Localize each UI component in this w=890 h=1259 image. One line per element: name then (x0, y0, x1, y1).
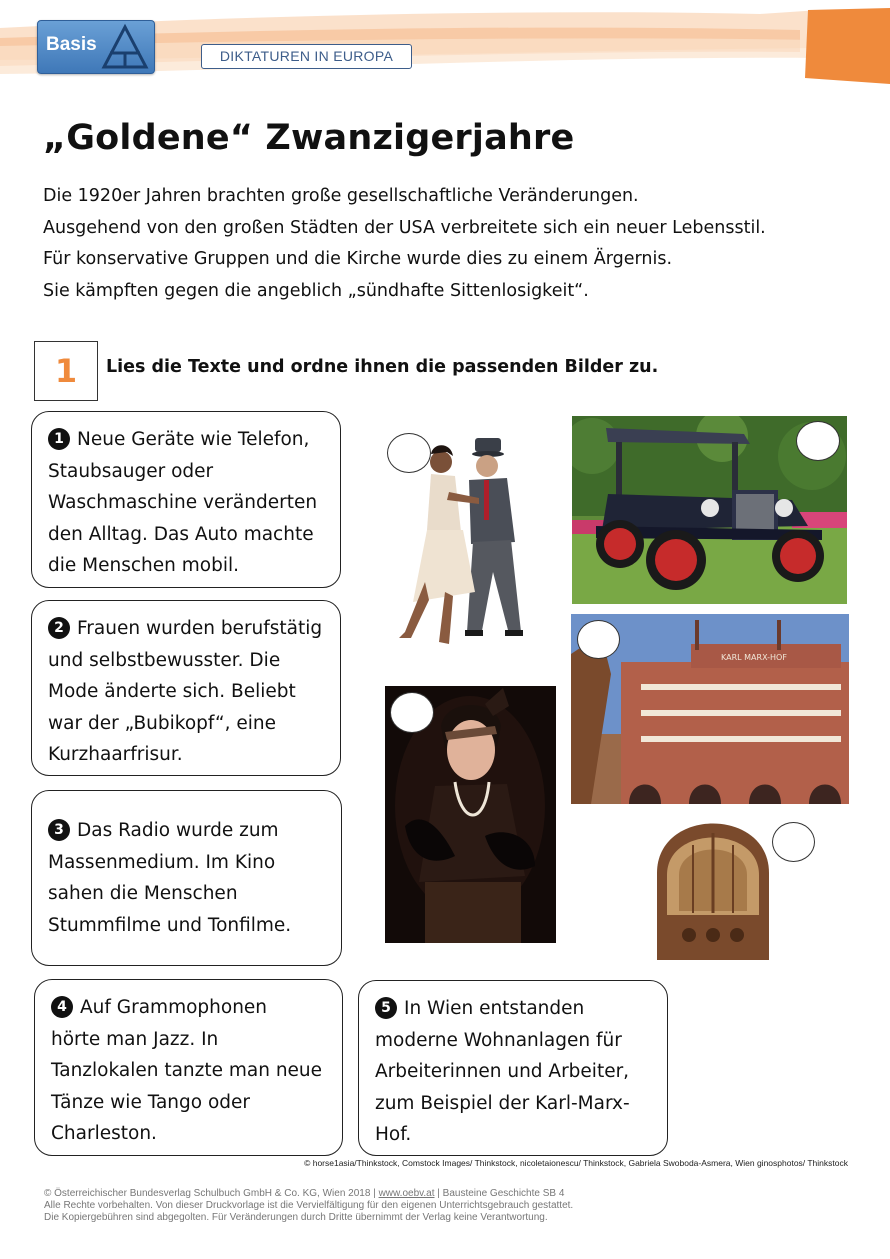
answer-circle[interactable] (387, 433, 431, 473)
card-line: Neue Geräte wie Telefon, (77, 429, 310, 450)
card-line: Frauen wurden berufstätig (77, 618, 323, 639)
logo-text: Basis (46, 34, 97, 55)
series-label: DIKTATUREN IN EUROPA (201, 44, 412, 69)
card-line: und selbstbewusster. Die (48, 649, 281, 671)
card-line: Auf Grammophonen (80, 997, 268, 1018)
orange-corner-flag (805, 8, 890, 84)
card-line: die Menschen mobil. (48, 555, 239, 576)
card-line: Mode änderte sich. Beliebt (48, 681, 296, 702)
task-instruction: Lies die Texte und ordne ihnen die passenden Bilder zu. (106, 357, 659, 377)
task-number: 1 (34, 341, 98, 401)
card-line: Charleston. (51, 1123, 157, 1144)
card-line: zum Beispiel der Karl-Marx- (375, 1092, 630, 1114)
text-card-3 (31, 790, 342, 966)
card-line: Massenmedium. Im Kino (48, 851, 276, 873)
card-line: Hof. (375, 1124, 412, 1145)
intro-line: Für konservative Gruppen und die Kirche wurde dies zu einem Ärgernis. (43, 249, 673, 269)
card-line: Waschmaschine veränderten (48, 492, 318, 513)
card-line: hörte man Jazz. In (51, 1028, 219, 1050)
building-sign: KARL MARX-HOF (721, 653, 787, 662)
publisher-link[interactable]: www.oebv.at (378, 1188, 435, 1199)
answer-circle[interactable] (796, 421, 840, 461)
footer-rights: Alle Rechte vorbehalten. Von dieser Druckvorlage ist die Vervielfältigung für den eigenen Unterrichtsgebrauch gestattet. (44, 1200, 574, 1211)
card-line: In Wien entstanden (404, 998, 585, 1019)
text-card-4 (34, 979, 343, 1156)
footer-fees: Die Kopiergebühren sind abgegolten. Für Veränderungen durch Dritte übernimmt der Verlag keine Verantwortung. (44, 1212, 548, 1223)
number-badge: 2 (48, 617, 70, 639)
number-badge: 3 (48, 819, 70, 841)
number-badge: 4 (51, 996, 73, 1018)
answer-circle[interactable] (772, 822, 815, 862)
intro-line: Sie kämpften gegen die angeblich „sündhafte Sittenlosigkeit“. (43, 280, 589, 301)
intro-text (43, 181, 843, 307)
card-line: sahen die Menschen (48, 883, 238, 904)
card-line: Tänze wie Tango oder (51, 1091, 251, 1113)
card-line: Kurzhaarfrisur. (48, 744, 183, 765)
text-card-2 (31, 600, 341, 776)
text-card-5 (358, 980, 668, 1156)
card-line: Staubsauger oder (48, 460, 214, 482)
card-line: war der „Bubikopf“, eine (48, 712, 276, 734)
card-line: Stummfilme und Tonfilme. (48, 914, 292, 936)
basis-logo (37, 20, 155, 74)
answer-circle[interactable] (390, 692, 434, 733)
footer-copyright: © Österreichischer Bundesverlag Schulbuch GmbH & Co. KG, Wien 2018 | (44, 1188, 379, 1199)
intro-line: Die 1920er Jahren brachten große gesellschaftliche Veränderungen. (43, 186, 639, 206)
text-card-1 (31, 411, 341, 588)
intro-line: Ausgehend von den großen Städten der USA verbreitete sich ein neuer Lebensstil. (43, 217, 766, 238)
card-line: moderne Wohnanlagen für (375, 1029, 622, 1051)
number-badge: 1 (48, 428, 70, 450)
card-line: Tanzlokalen tanzte man neue (51, 1060, 323, 1081)
card-line: den Alltag. Das Auto machte (48, 523, 314, 545)
card-line: Arbeiterinnen und Arbeiter, (375, 1061, 630, 1082)
footer-book: | Bausteine Geschichte SB 4 (434, 1188, 565, 1199)
triangle-logo-icon (100, 23, 150, 71)
photo-credits: © horse1asia/Thinkstock, Comstock Images/ Thinkstock, nicoletaionescu/ Thinkstock, Gabriela Swoboda-Asmera, Wien ginosphotos/ Thinkstock (304, 1158, 848, 1168)
footer (44, 1188, 573, 1224)
number-badge: 5 (375, 997, 397, 1019)
page-title: „Goldene“ Zwanzigerjahre (43, 118, 575, 158)
answer-circle[interactable] (577, 620, 620, 659)
vintage-radio-photo (653, 815, 773, 962)
card-line: Das Radio wurde zum (77, 820, 279, 841)
